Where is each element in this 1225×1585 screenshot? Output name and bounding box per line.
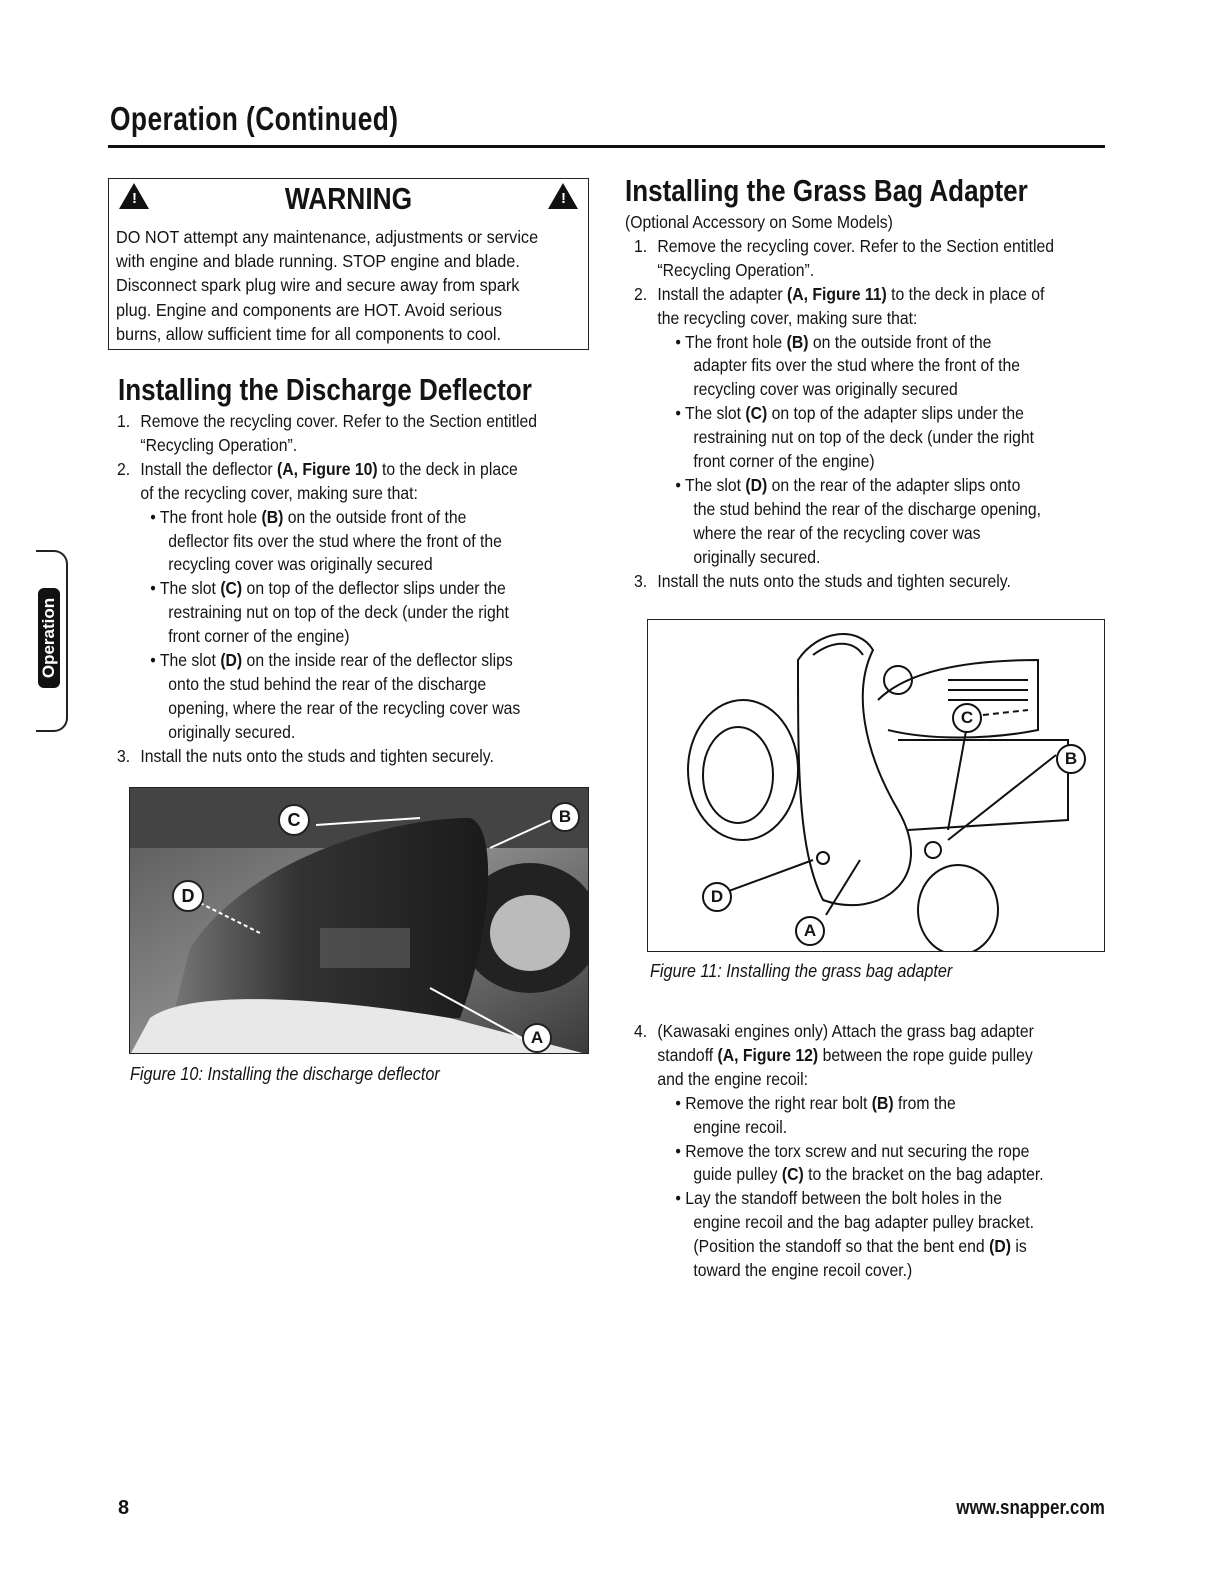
section-title-deflector: Installing the Discharge Deflector [118, 372, 532, 407]
callout-a: A [795, 916, 825, 946]
page-title: Operation (Continued) [110, 100, 399, 137]
website-url[interactable]: www.snapper.com [956, 1497, 1105, 1519]
page-number: 8 [118, 1497, 130, 1519]
adapter-instructions: (Optional Accessory on Some Models) 1. Remove the recycling cover. Refer to the Section entitled “Recycling Operation”. 2. Install the adapter (A, Figure 11) to the deck in place of the recycling cover, making sure that: • The front hole (B) on the outside front of the adapter fits over the stud where the front of the recycling cover was originally secured • The slot (C) on top of the adapter slips under the restraining nut on top of the deck (under the right front corner of the engine) • The slot (D) on the rear of the adapter slips onto the stud behind the rear of the discharge opening, where the rear of the recycling cover was originally secured. 3. Install the nuts onto the studs and tighten securely. [625, 212, 1054, 591]
figure-11-caption: Figure 11: Installing the grass bag adapter [650, 961, 953, 981]
warning-text: DO NOT attempt any maintenance, adjustments or service with engine and blade running. STOP engine and blade. Disconnect spark plug wire and secure away from spark plug. Engine and components are HOT. Avoid serious burns, allow sufficient time for all components to cool. [116, 227, 539, 344]
callout-a: A [522, 1023, 552, 1053]
callout-d: D [172, 880, 204, 912]
warning-title: WARNING [284, 181, 413, 216]
adapter-step-4: 4. (Kawasaki engines only) Attach the grass bag adapter standoff (A, Figure 12) between the rope guide pulley and the engine recoil: • Remove the right rear bolt (B) from the engine recoil. • Remove the torx screw and nut securing the rope guide pulley (C) to the bracket on the bag adapter. • Lay the standoff between the bolt holes in the engine recoil and the bag adapter pulley bracket. (Position the standoff so that the bent end (D) is toward the engine recoil cover.) [634, 1021, 1044, 1281]
warning-triangle-icon: ! [119, 183, 149, 209]
warning-box [108, 178, 589, 350]
warning-triangle-icon: ! [548, 183, 578, 209]
callout-b: B [550, 802, 580, 832]
deflector-photo-illustration [130, 788, 589, 1054]
figure-10-photo [129, 787, 589, 1054]
callout-d: D [702, 882, 732, 912]
callout-c: C [952, 703, 982, 733]
section-title-adapter: Installing the Grass Bag Adapter [625, 173, 1028, 208]
figure-10-caption: Figure 10: Installing the discharge deflector [130, 1064, 440, 1084]
deflector-instructions: 1. Remove the recycling cover. Refer to the Section entitled “Recycling Operation”. 2. Install the deflector (A, Figure 10) to the deck in place of the recycling cover, making sure that: • The front hole (B) on the outside front of the deflector fits over the stud where the front of the recycling cover was originally secured • The slot (C) on top of the deflector slips under the restraining nut on top of the deck (under the right front corner of the engine) • The slot (D) on the inside rear of the deflector slips onto the stud behind the rear of the discharge opening, where the rear of the recycling cover was originally secured. 3. Install the nuts onto the studs and tighten securely. [117, 411, 537, 766]
side-tab-label: Operation [39, 597, 58, 679]
callout-c: C [278, 804, 310, 836]
header-divider [108, 145, 1105, 148]
callout-b: B [1056, 744, 1086, 774]
figure-11-illustration [647, 619, 1105, 952]
